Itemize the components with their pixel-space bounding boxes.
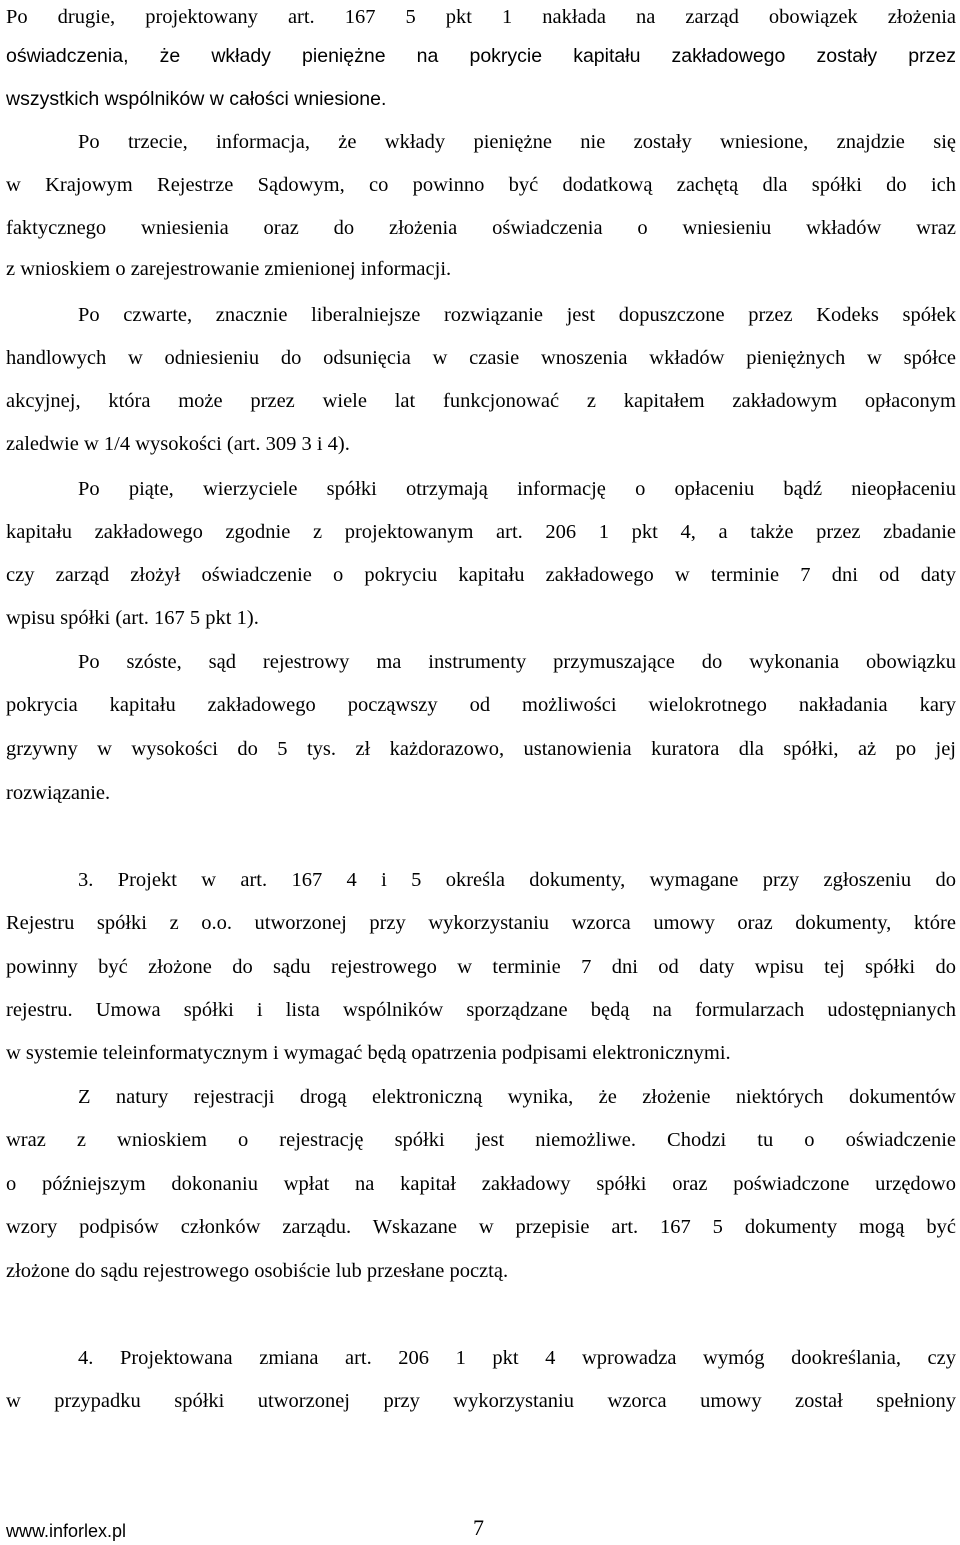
- footer-site: www.inforlex.pl: [6, 1521, 127, 1541]
- text-line: złożone do sądu rejestrowego osobiście lub przesłane pocztą.: [6, 1260, 509, 1282]
- text-line: faktycznego wniesienia oraz do złożenia oświadczenia o wniesieniu wkładów wraz: [6, 217, 956, 239]
- text-line: zaledwie w 1/4 wysokości (art. 309 3 i 4).: [6, 433, 350, 455]
- text-line: Po drugie, projektowany art. 167 5 pkt 1 nakłada na zarząd obowiązek złożenia: [6, 6, 956, 28]
- text-line: akcyjnej, która może przez wiele lat funkcjonować z kapitałem zakładowym opłaconym: [6, 390, 956, 412]
- text-line: Z natury rejestracji drogą elektroniczną wynika, że złożenie niektórych dokumentów: [78, 1086, 956, 1108]
- text-line: 4. Projektowana zmiana art. 206 1 pkt 4 wprowadza wymóg dookreślania, czy: [78, 1347, 956, 1369]
- text-line: 3. Projekt w art. 167 4 i 5 określa dokumenty, wymagane przy zgłoszeniu do: [78, 869, 956, 891]
- text-line: Po piąte, wierzyciele spółki otrzymają informację o opłaceniu bądź nieopłaceniu: [78, 478, 956, 500]
- text-line: oświadczenia, że wkłady pieniężne na pokrycie kapitału zakładowego zostały przez: [6, 45, 956, 67]
- text-line: w przypadku spółki utworzonej przy wykorzystaniu wzorca umowy został spełniony: [6, 1390, 956, 1412]
- text-line: rejestru. Umowa spółki i lista wspólników sporządzane będą na formularzach udostępnianych: [6, 999, 956, 1021]
- text-line: Rejestru spółki z o.o. utworzonej przy wykorzystaniu wzorca umowy oraz dokumenty, które: [6, 912, 956, 934]
- text-line: wraz z wnioskiem o rejestrację spółki jest niemożliwe. Chodzi tu o oświadczenie: [6, 1129, 956, 1151]
- text-line: wpisu spółki (art. 167 5 pkt 1).: [6, 607, 259, 629]
- text-line: powinny być złożone do sądu rejestrowego w terminie 7 dni od daty wpisu tej spółki do: [6, 956, 956, 978]
- text-line: w Krajowym Rejestrze Sądowym, co powinno być dodatkową zachętą dla spółki do ich: [6, 174, 956, 196]
- text-line: czy zarząd złożył oświadczenie o pokryciu kapitału zakładowego w terminie 7 dni od daty: [6, 564, 956, 586]
- text-line: rozwiązanie.: [6, 782, 111, 804]
- text-line: handlowych w odniesieniu do odsunięcia w czasie wnoszenia wkładów pieniężnych w spółce: [6, 347, 956, 369]
- text-line: z wnioskiem o zarejestrowanie zmienionej informacji.: [6, 258, 452, 280]
- text-line: Po czwarte, znacznie liberalniejsze rozwiązanie jest dopuszczone przez Kodeks spółek: [78, 304, 956, 326]
- text-line: Po trzecie, informacja, że wkłady pieniężne nie zostały wniesione, znajdzie się: [78, 131, 956, 153]
- text-line: w systemie teleinformatycznym i wymagać będą opatrzenia podpisami elektronicznymi.: [6, 1042, 731, 1064]
- text-line: wzory podpisów członków zarządu. Wskazane w przepisie art. 167 5 dokumenty mogą być: [6, 1216, 956, 1238]
- text-line: grzywny w wysokości do 5 tys. zł każdorazowo, ustanowienia kuratora dla spółki, aż po jej: [6, 738, 956, 760]
- text-line: pokrycia kapitału zakładowego począwszy od możliwości wielokrotnego nakładania kary: [6, 694, 956, 716]
- page-number: 7: [473, 1515, 484, 1540]
- text-line: kapitału zakładowego zgodnie z projektowanym art. 206 1 pkt 4, a także przez zbadanie: [6, 521, 956, 543]
- text-line: Po szóste, sąd rejestrowy ma instrumenty przymuszające do wykonania obowiązku: [78, 651, 956, 673]
- text-line: o późniejszym dokonaniu wpłat na kapitał zakładowy spółki oraz poświadczone urzędowo: [6, 1173, 956, 1195]
- text-line: wszystkich wspólników w całości wniesione.: [6, 88, 387, 110]
